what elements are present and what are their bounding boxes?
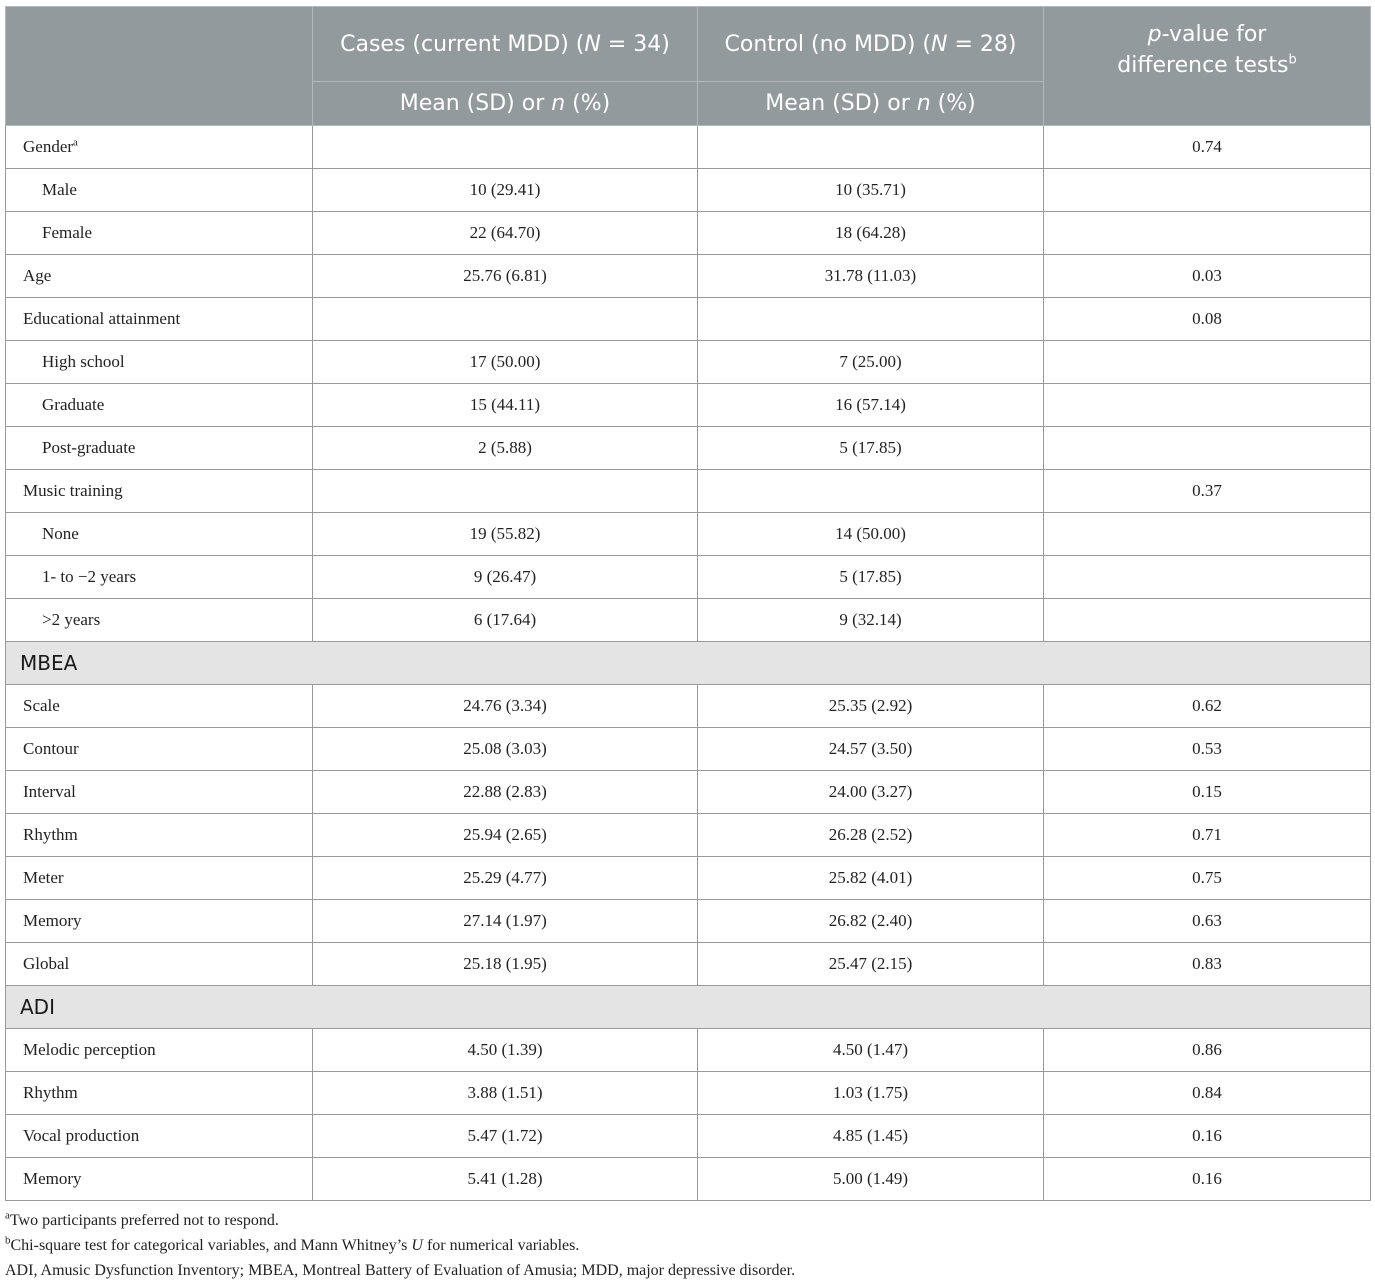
row-label: Male (6, 169, 313, 212)
table-row (6, 900, 1371, 943)
row-label: Female (6, 212, 313, 255)
p-value (1044, 427, 1371, 470)
control-value (698, 470, 1044, 513)
table-row (6, 1029, 1371, 1072)
control-value: 25.82 (4.01) (698, 857, 1044, 900)
row-label: Memory (6, 1158, 313, 1201)
p-value (1044, 513, 1371, 556)
row-label: Rhythm (6, 1072, 313, 1115)
control-value: 26.82 (2.40) (698, 900, 1044, 943)
table-row (6, 728, 1371, 771)
row-label: Melodic perception (6, 1029, 313, 1072)
p-value: 0.71 (1044, 814, 1371, 857)
control-value (698, 126, 1044, 169)
table-header (6, 7, 1371, 126)
p-value: 0.16 (1044, 1158, 1371, 1201)
p-value: 0.75 (1044, 857, 1371, 900)
row-label: Music training (6, 470, 313, 513)
table-row (6, 513, 1371, 556)
row-label: Scale (6, 685, 313, 728)
cases-value: 25.76 (6.81) (313, 255, 698, 298)
p-value: 0.74 (1044, 126, 1371, 169)
footnote-b: $^b$Chi-square test for categorical variables, and Mann Whitney’s U for numerical variables. (5, 1234, 580, 1254)
p-value: 0.16 (1044, 1115, 1371, 1158)
table-row (6, 470, 1371, 513)
table-row (6, 255, 1371, 298)
control-value: 1.03 (1.75) (698, 1072, 1044, 1115)
section-title: MBEA (6, 642, 1371, 685)
p-value (1044, 341, 1371, 384)
row-label: Memory (6, 900, 313, 943)
cases-value: 4.50 (1.39) (313, 1029, 698, 1072)
row-label: Age (6, 255, 313, 298)
row-label: Rhythm (6, 814, 313, 857)
control-value: 14 (50.00) (698, 513, 1044, 556)
table-row (6, 1072, 1371, 1115)
header-control: Control (no MDD) (N = 28) (698, 7, 1044, 82)
row-label: Post-graduate (6, 427, 313, 470)
p-value: 0.53 (1044, 728, 1371, 771)
cases-value (313, 298, 698, 341)
table-row (6, 298, 1371, 341)
cases-value: 10 (29.41) (313, 169, 698, 212)
footnotes (5, 1208, 1370, 1283)
cases-value: 3.88 (1.51) (313, 1072, 698, 1115)
cases-value: 25.18 (1.95) (313, 943, 698, 986)
cases-value: 17 (50.00) (313, 341, 698, 384)
cases-value: 5.47 (1.72) (313, 1115, 698, 1158)
control-value: 26.28 (2.52) (698, 814, 1044, 857)
table-row (6, 771, 1371, 814)
control-value: 4.50 (1.47) (698, 1029, 1044, 1072)
control-value: 25.47 (2.15) (698, 943, 1044, 986)
table-container (5, 6, 1370, 1201)
p-value: 0.86 (1044, 1029, 1371, 1072)
row-label: Contour (6, 728, 313, 771)
table-row (6, 427, 1371, 470)
cases-value: 25.29 (4.77) (313, 857, 698, 900)
footnote-a: $^a$Two participants preferred not to respond. (5, 1209, 279, 1229)
cases-value: 9 (26.47) (313, 556, 698, 599)
cases-value: 25.94 (2.65) (313, 814, 698, 857)
footnote-abbreviations: ADI, Amusic Dysfunction Inventory; MBEA, Montreal Battery of Evaluation of Amusia; MDD, major depressive disorder. (5, 1262, 796, 1279)
row-label: None (6, 513, 313, 556)
cases-value: 2 (5.88) (313, 427, 698, 470)
p-value (1044, 169, 1371, 212)
row-label: Graduate (6, 384, 313, 427)
control-value: 18 (64.28) (698, 212, 1044, 255)
cases-value (313, 470, 698, 513)
cases-value: 6 (17.64) (313, 599, 698, 642)
p-value (1044, 599, 1371, 642)
demographics-table (5, 6, 1371, 1201)
table-row (6, 599, 1371, 642)
cases-value: 5.41 (1.28) (313, 1158, 698, 1201)
row-label: Global (6, 943, 313, 986)
control-value: 31.78 (11.03) (698, 255, 1044, 298)
control-value: 25.35 (2.92) (698, 685, 1044, 728)
p-value: 0.83 (1044, 943, 1371, 986)
table-body (6, 126, 1371, 1201)
control-value: 5.00 (1.49) (698, 1158, 1044, 1201)
row-label: Vocal production (6, 1115, 313, 1158)
row-label: High school (6, 341, 313, 384)
control-value: 5 (17.85) (698, 427, 1044, 470)
p-value: 0.62 (1044, 685, 1371, 728)
cases-value: 27.14 (1.97) (313, 900, 698, 943)
control-value: 16 (57.14) (698, 384, 1044, 427)
section-header-row (6, 642, 1371, 685)
row-label: Interval (6, 771, 313, 814)
p-value (1044, 384, 1371, 427)
control-value: 4.85 (1.45) (698, 1115, 1044, 1158)
row-label: Meter (6, 857, 313, 900)
table-row (6, 814, 1371, 857)
section-header-row (6, 986, 1371, 1029)
cases-value (313, 126, 698, 169)
table-row (6, 943, 1371, 986)
table-row (6, 341, 1371, 384)
row-label: 1- to −2 years (6, 556, 313, 599)
header-control-sub: Mean (SD) or n (%) (698, 82, 1044, 126)
control-value: 7 (25.00) (698, 341, 1044, 384)
header-pvalue: p-value for difference tests$^b$ (1044, 7, 1371, 126)
cases-value: 15 (44.11) (313, 384, 698, 427)
p-value: 0.08 (1044, 298, 1371, 341)
control-value: 24.57 (3.50) (698, 728, 1044, 771)
p-value: 0.37 (1044, 470, 1371, 513)
table-row (6, 126, 1371, 169)
table-row (6, 1158, 1371, 1201)
header-cases-sub: Mean (SD) or n (%) (313, 82, 698, 126)
header-cases: Cases (current MDD) (N = 34) (313, 7, 698, 82)
table-row (6, 685, 1371, 728)
section-title: ADI (6, 986, 1371, 1029)
row-label: >2 years (6, 599, 313, 642)
control-value: 24.00 (3.27) (698, 771, 1044, 814)
p-value (1044, 212, 1371, 255)
control-value: 5 (17.85) (698, 556, 1044, 599)
control-value: 10 (35.71) (698, 169, 1044, 212)
cases-value: 24.76 (3.34) (313, 685, 698, 728)
table-row (6, 212, 1371, 255)
cases-value: 19 (55.82) (313, 513, 698, 556)
header-blank-cell (6, 7, 313, 126)
cases-value: 22 (64.70) (313, 212, 698, 255)
table-row (6, 857, 1371, 900)
table-row (6, 169, 1371, 212)
control-value (698, 298, 1044, 341)
table-row (6, 1115, 1371, 1158)
p-value: 0.03 (1044, 255, 1371, 298)
p-value: 0.84 (1044, 1072, 1371, 1115)
p-value: 0.63 (1044, 900, 1371, 943)
p-value (1044, 556, 1371, 599)
cases-value: 22.88 (2.83) (313, 771, 698, 814)
control-value: 9 (32.14) (698, 599, 1044, 642)
row-label: Gender$^a$ (6, 126, 313, 169)
table-row (6, 556, 1371, 599)
table-row (6, 384, 1371, 427)
p-value: 0.15 (1044, 771, 1371, 814)
cases-value: 25.08 (3.03) (313, 728, 698, 771)
row-label: Educational attainment (6, 298, 313, 341)
